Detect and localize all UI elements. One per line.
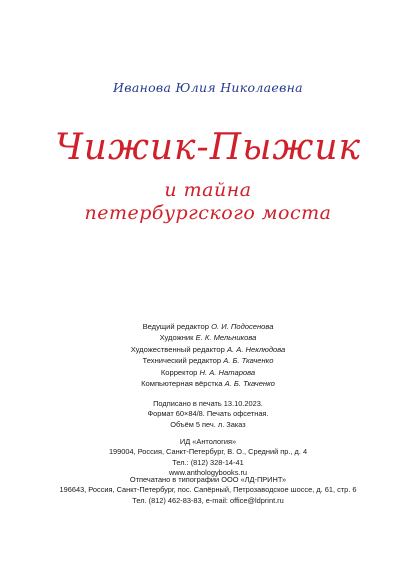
credit-role: Корректор bbox=[160, 367, 198, 377]
printer-name: Отпечатано в типографии ООО «ЛД-ПРИНТ» bbox=[129, 475, 287, 484]
print-volume: Объём 5 печ. л. Заказ bbox=[170, 419, 246, 429]
publisher-phone: Тел.: (812) 328-14-41 bbox=[172, 457, 244, 467]
publisher-name: ИД «Антология» bbox=[179, 437, 237, 446]
print-format: Формат 60×84/8. Печать офсетная. bbox=[147, 409, 269, 419]
credit-name: А. А. Неклюдова bbox=[226, 344, 286, 354]
book-subtitle-line-2: петербургского моста bbox=[84, 202, 332, 224]
printer-details bbox=[0, 475, 416, 506]
credit-role: Компьютерная вёрстка bbox=[141, 379, 223, 389]
credit-art-editor bbox=[0, 344, 416, 355]
publisher-details bbox=[0, 437, 416, 479]
signed-to-print: Подписано в печать 13.10.2023. bbox=[153, 399, 263, 408]
credit-artist bbox=[0, 332, 416, 343]
book-subtitle-line-1: и тайна bbox=[164, 179, 252, 201]
author-name: Иванова Юлия Николаевна bbox=[113, 80, 303, 95]
credit-name: А. Б. Ткаченко bbox=[224, 379, 275, 389]
credit-lead-editor bbox=[0, 321, 416, 332]
credit-name: Е. К. Мельникова bbox=[195, 333, 257, 343]
credit-role: Художественный редактор bbox=[130, 344, 225, 354]
credit-layout bbox=[0, 378, 416, 389]
printer-contacts: Тел. (812) 462-83-83, e-mail: office@ldprint.ru bbox=[132, 495, 284, 505]
credit-name: А. Б. Ткаченко bbox=[223, 356, 274, 366]
publisher-website: www.anthologybooks.ru bbox=[168, 468, 248, 478]
publication-details bbox=[0, 399, 416, 430]
credit-name: О. И. Подосенова bbox=[211, 322, 274, 331]
credit-role: Ведущий редактор bbox=[142, 322, 209, 331]
book-title: Чижик-Пыжик bbox=[54, 127, 362, 168]
credit-role: Технический редактор bbox=[142, 356, 222, 366]
credit-tech-editor bbox=[0, 355, 416, 366]
credit-name: Н. А. Натарова bbox=[199, 367, 256, 377]
printer-address: 196643, Россия, Санкт-Петербург, пос. Сапёрный, Петрозаводское шоссе, д. 61, стр. 6 bbox=[59, 485, 357, 495]
credits-block bbox=[0, 321, 416, 389]
credit-role: Художник bbox=[159, 333, 194, 343]
credit-proofreader bbox=[0, 367, 416, 378]
publisher-address: 199004, Россия, Санкт-Петербург, В. О., Средний пр., д. 4 bbox=[108, 447, 308, 457]
